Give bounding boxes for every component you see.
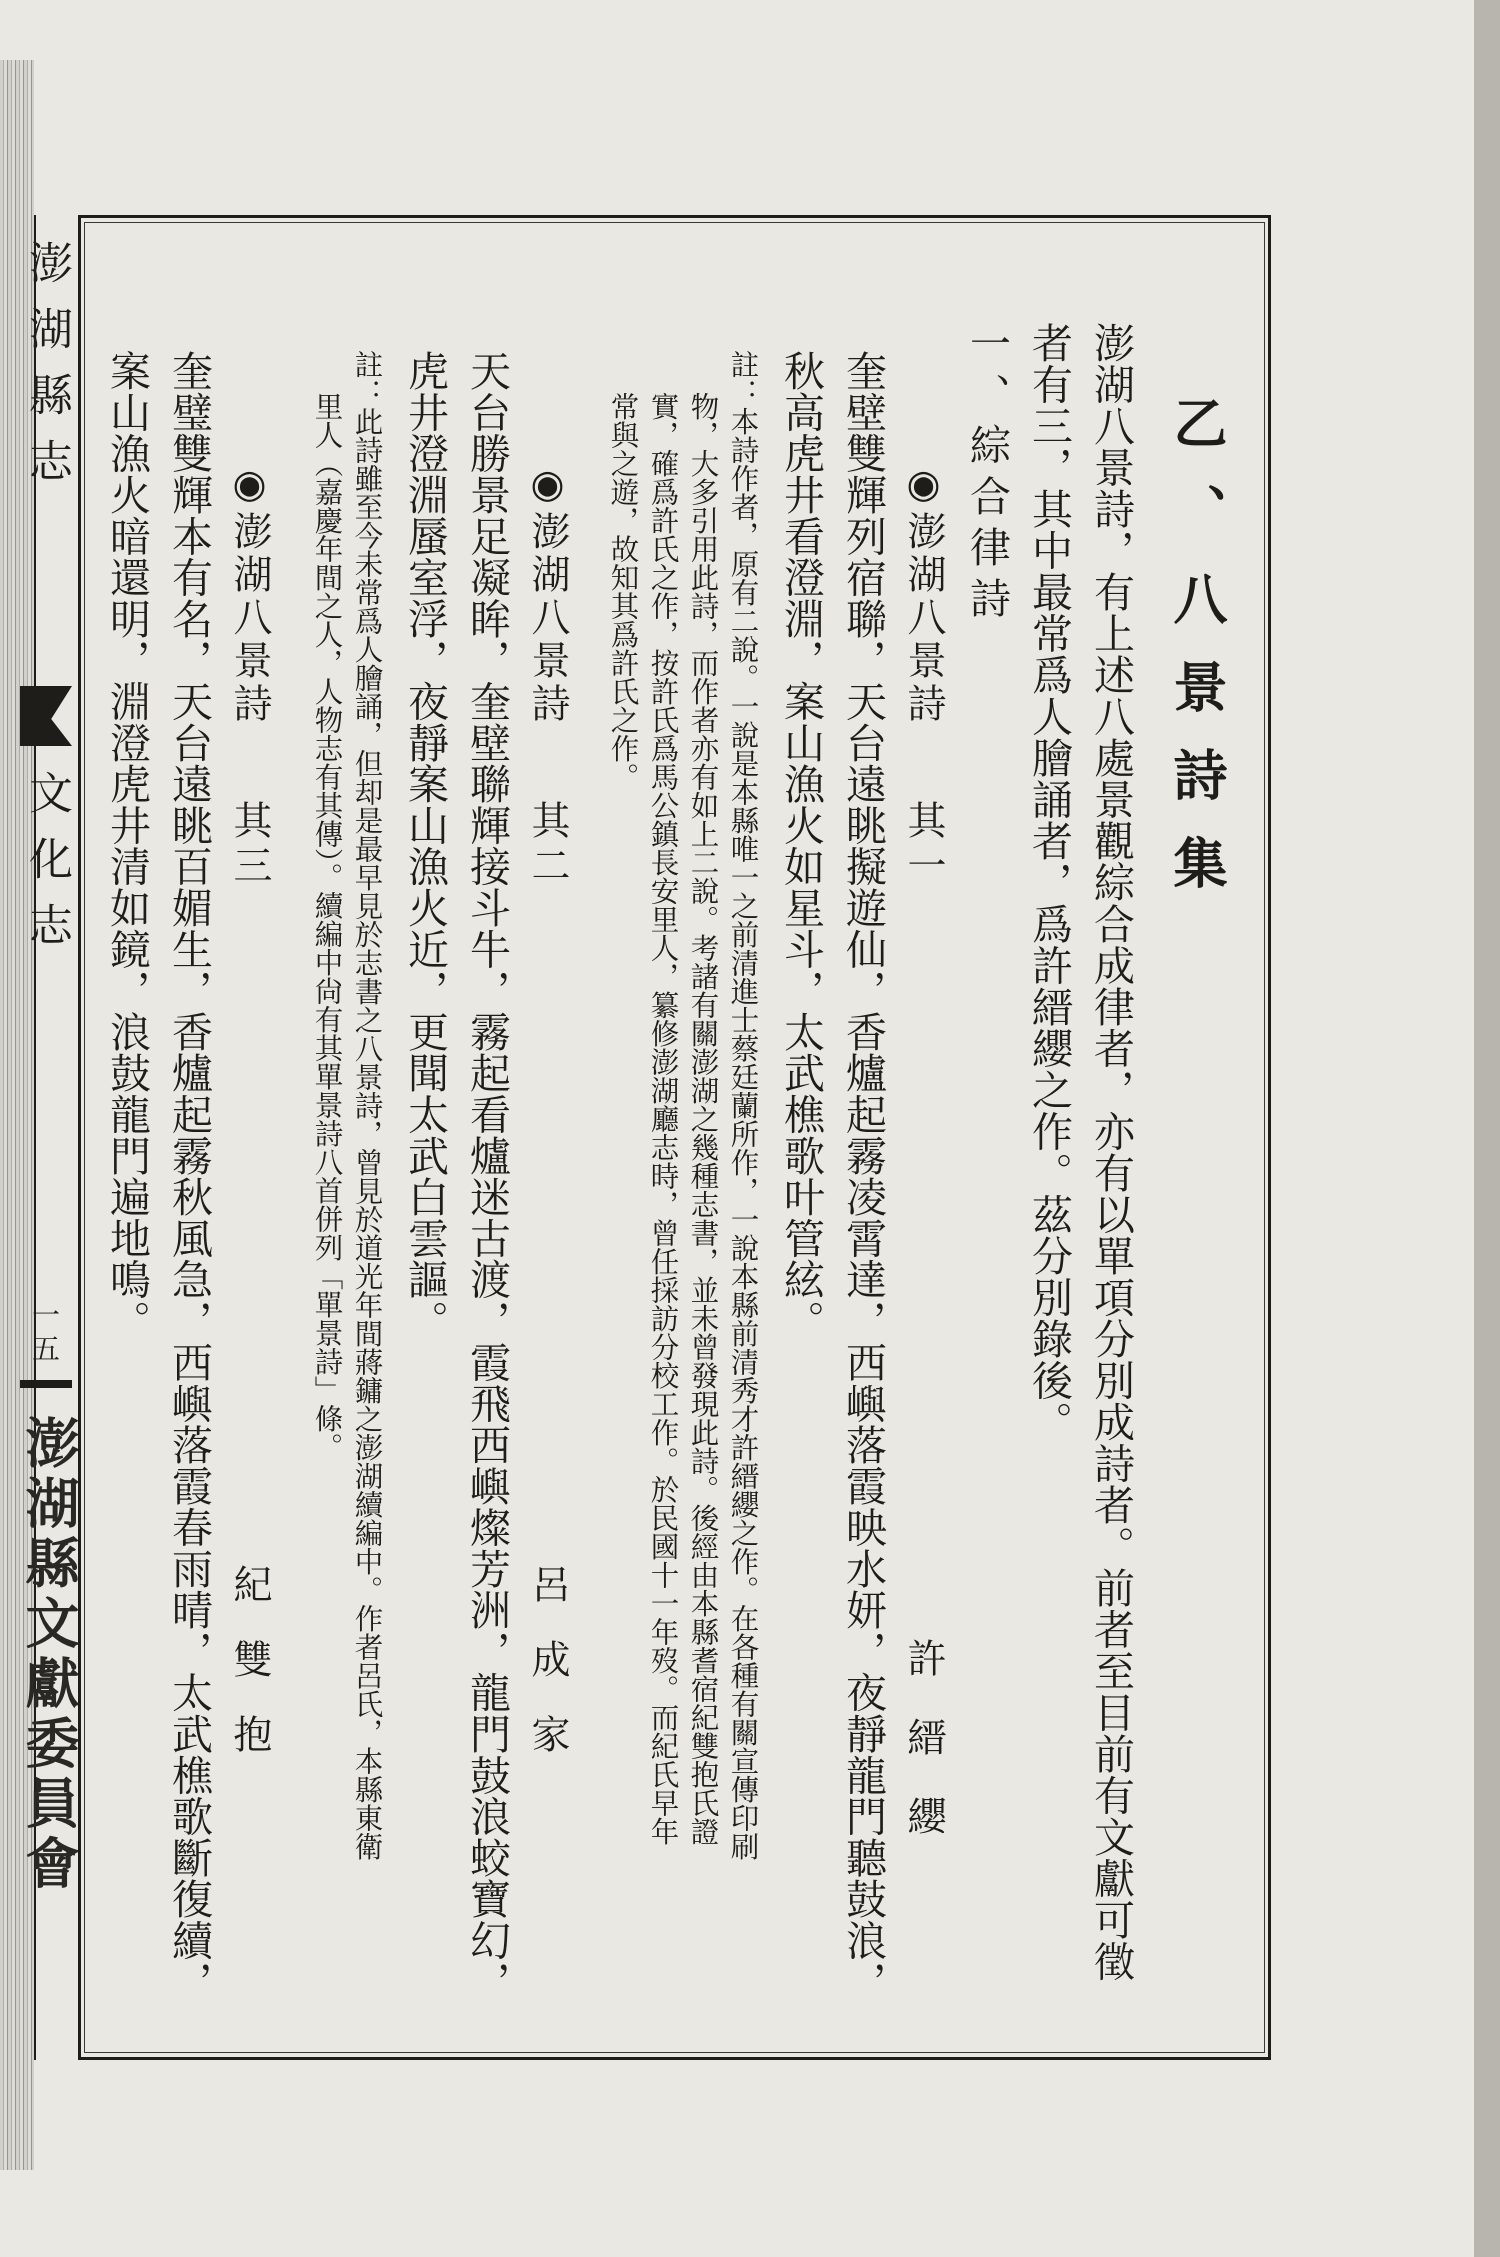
poem-1-line-1: 奎壁雙輝列宿聯，天台遠眺擬遊仙，香爐起霧凌霄達，西嶼落霞映水妍，夜靜龍門聽鼓浪， <box>839 350 887 2002</box>
intro-line-1: 澎湖八景詩，有上述八處景觀綜合成律者，亦有以單項分別成詩者。前者至目前有文獻可徵 <box>1087 322 1135 1982</box>
poem-1-note-line-4: 常與之遊，故知其爲許氏之作。 <box>606 392 640 791</box>
poem-2-line-2: 虎井澄淵蜃室浮，夜靜案山漁火近，更聞太武白雲謳。 <box>401 350 449 1342</box>
poem-1-number: 其一 <box>901 800 946 890</box>
footer-rule <box>20 1380 72 1388</box>
poem-3-title: ◉澎湖八景詩 <box>227 462 272 726</box>
poem-3-line-1: 奎璧雙輝本有名，天台遠眺百媚生，香爐起霧秋風急，西嶼落霞春雨晴，太武樵歌斷復續， <box>165 350 213 2002</box>
poem-2-author: 呂成家 <box>525 1564 570 1789</box>
poem-3-author: 紀雙抱 <box>227 1564 272 1789</box>
poem-2-line-1: 天台勝景足凝眸，奎壁聯輝接斗牛，霧起看爐迷古渡，霞飛西嶼燦芳洲，龍門鼓浪蛟寶幻， <box>463 350 511 2002</box>
section-title: 乙、八景詩集 <box>1165 395 1229 923</box>
poem-1-note-line-2: 物，大多引用此詩，而作者亦有如上二說。考諸有關澎湖之幾種志書，並未曾發現此詩。後經由本縣耆宿紀雙抱氏證 <box>686 392 720 1846</box>
poem-1-author: 許縉纓 <box>901 1638 946 1875</box>
poem-1-note-line-3: 實，確爲許氏之作，按許氏爲馬公鎮長安里人，纂修澎湖廳志時，曾任採訪分校工作。於民國十一年歿。而紀氏早年 <box>646 392 680 1846</box>
poem-2-title: ◉澎湖八景詩 <box>525 462 570 726</box>
running-head-chapter: 文化志 <box>21 770 72 968</box>
poem-1-title: ◉澎湖八景詩 <box>901 462 946 726</box>
intro-line-2: 者有三，其中最常爲人膾誦者，爲許縉纓之作。茲分別錄後。 <box>1025 322 1073 1443</box>
poem-1-note-line-1: 註：本詩作者，原有二說。一說是本縣唯一之前清進士蔡廷蘭所作，一說本縣前清秀才許縉纓之作。在各種有關宣傳印刷 <box>726 350 760 1861</box>
poem-2-number: 其二 <box>525 800 570 890</box>
subsection-heading: 一、綜合律詩 <box>963 322 1011 628</box>
poem-3-line-2: 案山漁火暗還明，淵澄虎井清如鏡，浪鼓龍門遍地鳴。 <box>103 350 151 1342</box>
poem-3-number: 其三 <box>227 800 272 890</box>
poem-2-note-line-1: 註：此詩雖至今未常爲人膾誦，但却是最早見於志書之八景詩，曾見於道光年間蔣鏞之澎湖續編中。作者呂氏，本縣東衛 <box>350 350 384 1861</box>
publisher-imprint: 澎湖縣文獻委員會 <box>17 1415 81 1895</box>
page-number: 一五 <box>28 1300 61 1368</box>
running-head-book: 澎湖縣志 <box>21 240 72 504</box>
poem-1-line-2: 秋高虎井看澄淵，案山漁火如星斗，太武樵歌叶管絃。 <box>777 350 825 1342</box>
poem-2-note-line-2: 里人（嘉慶年間之人，人物志有其傳）。續編中尙有其單景詩八首併列「單景詩」條。 <box>310 392 344 1461</box>
